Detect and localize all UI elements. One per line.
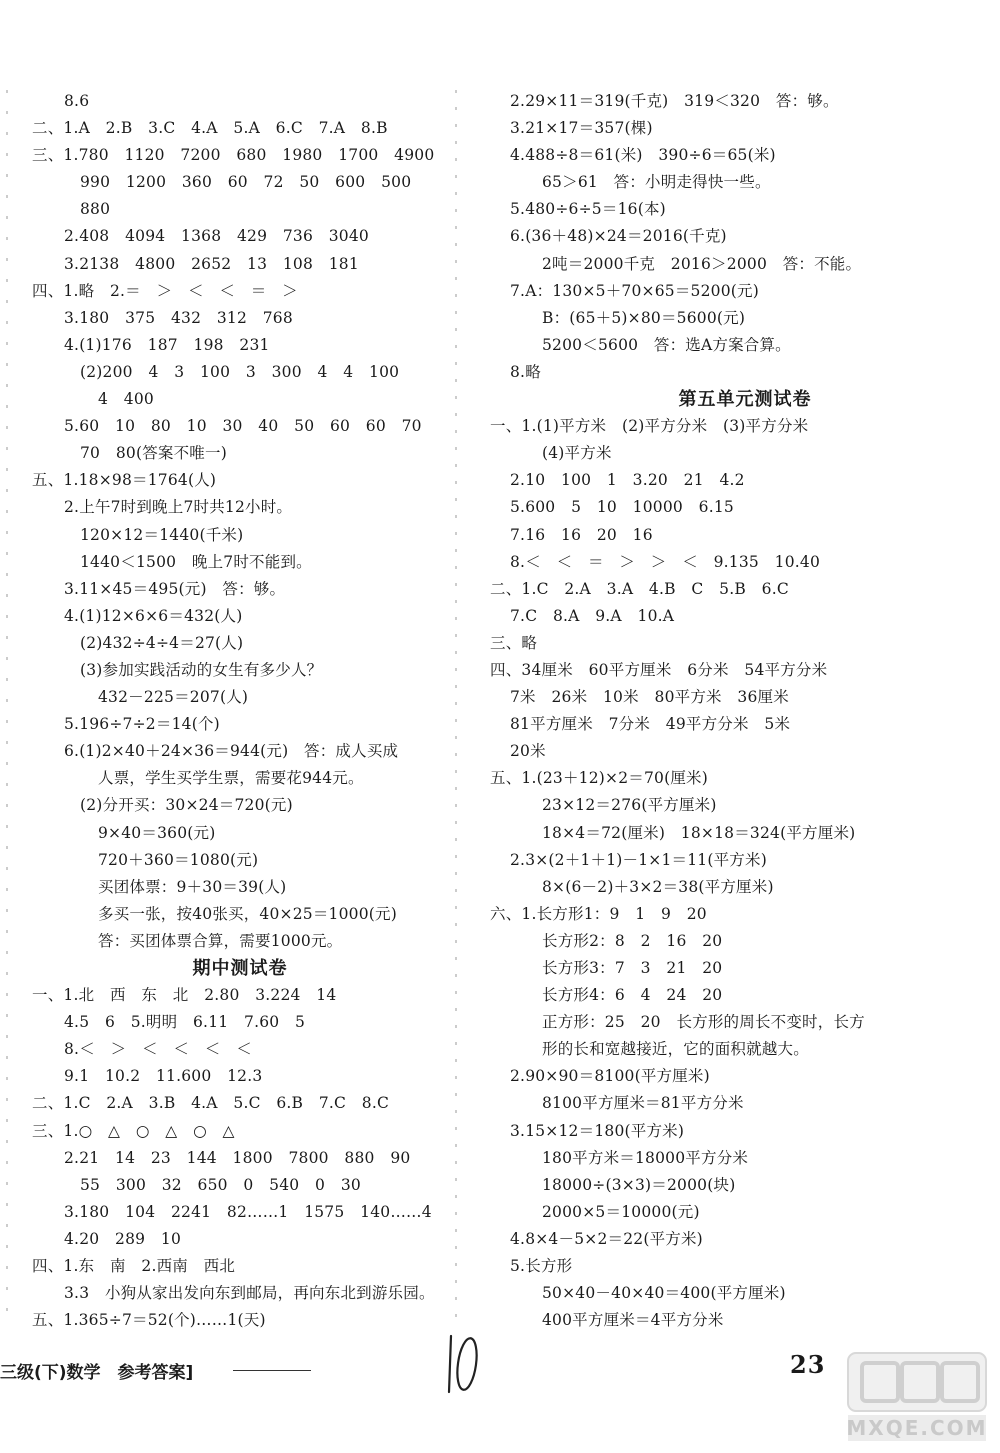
answer-line: 180平方米＝18000平方分米: [542, 1148, 749, 1167]
footer-rule: [233, 1370, 311, 1371]
answer-line: 8100平方厘米＝81平方分米: [542, 1094, 744, 1113]
answer-line: 一、1.北 西 东 北 2.80 3.224 14: [32, 986, 337, 1005]
answer-line: 7米 26米 10米 80平方米 36厘米: [510, 688, 789, 707]
answer-line: 432－225＝207(人): [98, 688, 249, 707]
answer-line: 3.180 104 2241 82……1 1575 140……4: [64, 1202, 432, 1221]
answer-line: 形的长和宽越接近，它的面积就越大。: [542, 1040, 809, 1059]
answer-line: 5.600 5 10 10000 6.15: [510, 498, 734, 517]
answer-line: 23×12＝276(平方厘米): [542, 796, 717, 815]
answer-line: 长方形2：8 2 16 20: [542, 931, 723, 950]
answer-line: 4.488÷8＝61(米) 390÷6＝65(米): [510, 146, 776, 165]
right-column: [490, 88, 980, 1334]
answer-line: 三、1.780 1120 7200 680 1980 1700 4900: [32, 146, 435, 165]
answer-line: 三、1.○ △ ○ △ ○ △: [32, 1121, 235, 1140]
answer-line: 2.29×11＝319(千克) 319＜320 答：够。: [510, 92, 839, 110]
answer-line: 8.＜ ＞ ＜ ＜ ＜ ＜: [64, 1040, 252, 1059]
answer-line: 四、1.东 南 2.西南 西北: [32, 1257, 236, 1276]
answer-line: 8.＜ ＜ ＝ ＞ ＞ ＜ 9.135 10.40: [510, 552, 821, 571]
answer-line: 4.(1)176 187 198 231: [64, 335, 270, 354]
answer-line: B：(65＋5)×80＝5600(元): [542, 308, 746, 327]
answer-line: 990 1200 360 60 72 50 600 500: [80, 173, 412, 192]
answer-line: 2.408 4094 1368 429 736 3040: [64, 227, 369, 246]
answer-line: 3.15×12＝180(平方米): [510, 1121, 685, 1140]
answer-line: 6.(1)2×40＋24×36＝944(元) 答：成人买成: [64, 742, 399, 761]
answer-line: 4.(1)12×6×6＝432(人): [64, 606, 243, 625]
answer-line: (2)432÷4÷4＝27(人): [80, 633, 244, 652]
answer-line: 50×40－40×40＝400(平方厘米): [542, 1284, 786, 1303]
answer-line: 买团体票：9＋30＝39(人): [98, 877, 287, 896]
answer-line: 人票，学生买学生票，需要花944元。: [98, 769, 364, 788]
answer-line: (4)平方米: [542, 444, 612, 463]
answer-line: 400平方厘米＝4平方分米: [542, 1311, 724, 1330]
answer-line: 六、1.长方形1：9 1 9 20: [490, 904, 707, 923]
answer-line: 长方形4：6 4 24 20: [542, 986, 723, 1005]
answer-line: 4.5 6 5.明明 6.11 7.60 5: [64, 1013, 306, 1032]
answer-line: (2)分开买：30×24＝720(元): [80, 796, 293, 815]
answer-line: 5200＜5600 答：选A方案合算。: [542, 335, 791, 354]
answer-line: (2)200 4 3 100 3 300 4 4 100: [80, 362, 400, 381]
answer-line: 2.3×(2＋1＋1)－1×1＝11(平方米): [510, 850, 767, 869]
answer-line: 四、1.略 2.＝ ＞ ＜ ＜ ＝ ＞: [32, 281, 298, 300]
binding-dots-left: [6, 90, 8, 1320]
answer-line: 二、1.C 2.A 3.B 4.A 5.C 6.B 7.C 8.C: [32, 1094, 390, 1113]
answer-line: 18000÷(3×3)＝2000(块): [542, 1175, 736, 1194]
footer-label: 三级(下)数学 参考答案]: [0, 1363, 194, 1383]
answer-line: 720＋360＝1080(元): [98, 850, 259, 869]
answer-line: 正方形：25 20 长方形的周长不变时，长方: [542, 1013, 865, 1032]
svg-text:MXQE.COM: MXQE.COM: [846, 1416, 988, 1440]
answer-line: 2吨＝2000千克 2016＞2000 答：不能。: [542, 254, 862, 273]
answer-line: 9×40＝360(元): [98, 823, 216, 842]
answer-line: 1440＜1500 晚上7时不能到。: [80, 552, 312, 571]
answer-line: 五、1.365÷7＝52(个)……1(天): [32, 1311, 266, 1330]
answer-line: 2.21 14 23 144 1800 7800 880 90: [64, 1148, 411, 1167]
answer-line: 120×12＝1440(千米): [80, 525, 244, 544]
section-heading: 第五单元测试卷: [678, 389, 812, 411]
answer-line: 5.480÷6÷5＝16(本): [510, 200, 666, 219]
answer-line: 四、34厘米 60平方厘米 6分米 54平方分米: [490, 660, 828, 679]
section-heading: 期中测试卷: [192, 958, 288, 979]
answer-line: 81平方厘米 7分米 49平方分米 5米: [510, 715, 791, 734]
answer-line: 2000×5＝10000(元): [542, 1202, 700, 1221]
answer-line: 答：买团体票合算，需要1000元。: [98, 931, 343, 950]
watermark-logo: [840, 1345, 990, 1445]
answer-line: 70 80(答案不唯一): [80, 444, 227, 463]
answer-line: 8.6: [64, 92, 90, 110]
answer-line: 2.10 100 1 3.20 21 4.2: [510, 471, 745, 490]
answer-line: 9.1 10.2 11.600 12.3: [64, 1067, 263, 1086]
page-number: 23: [790, 1350, 826, 1379]
answer-line: 3.3 小狗从家出发向东到邮局，再向东北到游乐园。: [64, 1284, 435, 1303]
answer-line: 7.16 16 20 16: [510, 525, 653, 544]
answer-line: 2.90×90＝8100(平方厘米): [510, 1067, 710, 1086]
answer-line: 3.11×45＝495(元) 答：够。: [64, 579, 286, 598]
answer-line: 2.上午7时到晚上7时共12小时。: [64, 498, 293, 517]
answer-line: (3)参加实践活动的女生有多少人？: [80, 660, 323, 679]
answer-line: 7.A：130×5＋70×65＝5200(元): [510, 281, 759, 300]
answer-line: 4.8×4－5×2＝22(平方米): [510, 1229, 703, 1248]
answer-line: 8×(6－2)＋3×2＝38(平方厘米): [542, 877, 774, 896]
left-column: [32, 88, 448, 1334]
answer-line: 五、1.18×98＝1764(人): [32, 471, 217, 490]
answer-line: 55 300 32 650 0 540 0 30: [80, 1175, 361, 1194]
answer-line: 880: [80, 200, 111, 219]
answer-line: 20米: [510, 742, 546, 761]
answer-line: 长方形3：7 3 21 20: [542, 959, 723, 977]
answer-line: 一、1.(1)平方米 (2)平方分米 (3)平方分米: [490, 417, 809, 436]
answer-line: 多买一张，按40张买，40×25＝1000(元): [98, 904, 397, 923]
answer-line: 5.196÷7÷2＝14(个): [64, 715, 220, 734]
answer-line: 二、1.A 2.B 3.C 4.A 5.A 6.C 7.A 8.B: [32, 119, 388, 138]
answer-line: 8.略: [510, 362, 541, 381]
answer-line: 5.60 10 80 10 30 40 50 60 60 70: [64, 417, 422, 436]
answer-line: 五、1.(23＋12)×2＝70(厘米): [490, 769, 708, 788]
answer-line: 3.180 375 432 312 768: [64, 308, 293, 327]
answer-line: 6.(36＋48)×24＝2016(千克): [510, 227, 727, 246]
answer-line: 4.20 289 10: [64, 1229, 182, 1248]
answer-line: 4 400: [98, 390, 154, 409]
answer-line: 二、1.C 2.A 3.A 4.B C 5.B 6.C: [490, 579, 789, 598]
answer-line: 3.21×17＝357(棵): [510, 119, 653, 138]
answer-line: 三、略: [490, 633, 538, 652]
answer-line: 65＞61 答：小明走得快一些。: [542, 173, 771, 192]
handwritten-mark: [445, 1330, 481, 1400]
answer-line: 5.长方形: [510, 1257, 573, 1276]
column-divider-dots: [455, 90, 457, 1320]
answer-line: 18×4＝72(厘米) 18×18＝324(平方厘米): [542, 823, 856, 842]
answer-line: 7.C 8.A 9.A 10.A: [510, 606, 675, 625]
answer-line: 3.2138 4800 2652 13 108 181: [64, 254, 359, 273]
